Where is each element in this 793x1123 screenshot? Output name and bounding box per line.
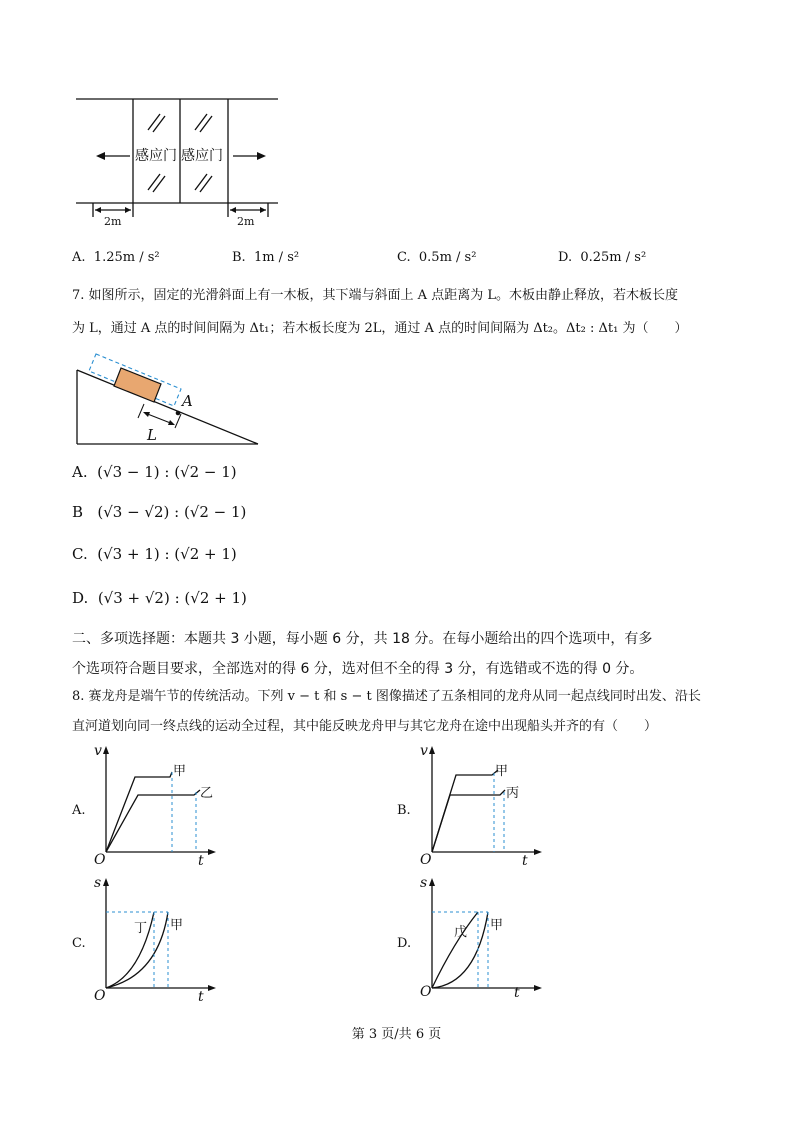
q8-option-d[interactable]: D. <box>397 936 412 951</box>
graph-b-origin: O <box>420 852 432 867</box>
q8-stem-line1: 8. 赛龙舟是端午节的传统活动。下列 v − t 和 s − t 图像描述了五条相同的龙舟从同一起点线同时出发、沿长 <box>72 689 701 704</box>
graph-c-xaxis: t <box>198 989 204 1002</box>
graph-c <box>92 872 222 1002</box>
q8-option-a[interactable]: A. <box>72 803 86 818</box>
graph-b-yaxis: v <box>420 743 428 759</box>
graph-d-label2: 甲 <box>490 918 504 933</box>
q7-option-a[interactable]: A. (√3 − 1) : (√2 − 1) <box>72 463 237 481</box>
q7-option-c[interactable]: C. (√3 + 1) : (√2 + 1) <box>72 545 237 563</box>
graph-c-label1: 丁 <box>134 921 148 936</box>
q7-option-b[interactable]: B (√3 − √2) : (√2 − 1) <box>72 503 247 521</box>
graph-c-yaxis: s <box>94 875 102 891</box>
incline-figure <box>70 350 265 450</box>
page-footer: 第 3 页/共 6 页 <box>351 1027 442 1042</box>
sensor-door-figure <box>70 92 285 232</box>
graph-a <box>92 742 222 867</box>
graph-c-origin: O <box>94 988 106 1002</box>
label-L: L <box>147 426 157 444</box>
graph-d-label1: 戊 <box>454 925 468 940</box>
q8-stem-line2: 直河道划向同一终点线的运动全过程，其中能反映龙舟甲与其它龙舟在途中出现船头并齐的有（ ） <box>72 719 658 734</box>
door-right-label: 感应门 <box>181 148 223 164</box>
graph-b-label2: 丙 <box>506 786 520 801</box>
graph-d-origin: O <box>420 984 432 1000</box>
q7-stem-line2: 为 L，通过 A 点的时间间隔为 Δt₁；若木板长度为 2L，通过 A 点的时间间隔为 Δt₂。Δt₂ : Δt₁ 为（ ） <box>72 321 688 336</box>
graph-a-label1: 甲 <box>173 764 187 779</box>
q6-option-a[interactable]: A. 1.25m / s² <box>72 250 160 265</box>
graph-d <box>418 872 548 1002</box>
graph-b-label1: 甲 <box>495 764 509 779</box>
graph-a-xaxis: t <box>198 853 204 867</box>
dist-left-label: 2m <box>104 215 122 228</box>
graph-b <box>418 742 548 867</box>
dist-right-label: 2m <box>237 215 255 228</box>
graph-c-label2: 甲 <box>170 918 184 933</box>
section2-line1: 二、多项选择题：本题共 3 小题，每小题 6 分，共 18 分。在每小题给出的四个选项中，有多 <box>72 631 653 647</box>
graph-d-xaxis: t <box>514 985 520 1001</box>
graph-d-yaxis: s <box>420 875 428 891</box>
graph-a-origin: O <box>94 852 106 867</box>
section2-line2: 个选项符合题目要求，全部选对的得 6 分，选对但不全的得 3 分，有选错或不选的得 0 分。 <box>72 661 644 677</box>
q6-option-c[interactable]: C. 0.5m / s² <box>397 250 477 265</box>
label-A: A <box>182 392 193 410</box>
q7-stem-line1: 7. 如图所示，固定的光滑斜面上有一木板，其下端与斜面上 A 点距离为 L。木板由静止释放，若木板长度 <box>72 288 678 303</box>
door-left-label: 感应门 <box>135 148 177 164</box>
q8-option-c[interactable]: C. <box>72 936 86 951</box>
graph-b-xaxis: t <box>522 853 528 867</box>
q7-option-d[interactable]: D. (√3 + √2) : (√2 + 1) <box>72 589 247 607</box>
q6-option-d[interactable]: D. 0.25m / s² <box>558 250 647 265</box>
graph-a-yaxis: v <box>94 743 102 759</box>
q8-option-b[interactable]: B. <box>397 803 411 818</box>
graph-a-label2: 乙 <box>200 786 214 801</box>
q6-option-b[interactable]: B. 1m / s² <box>232 250 300 265</box>
